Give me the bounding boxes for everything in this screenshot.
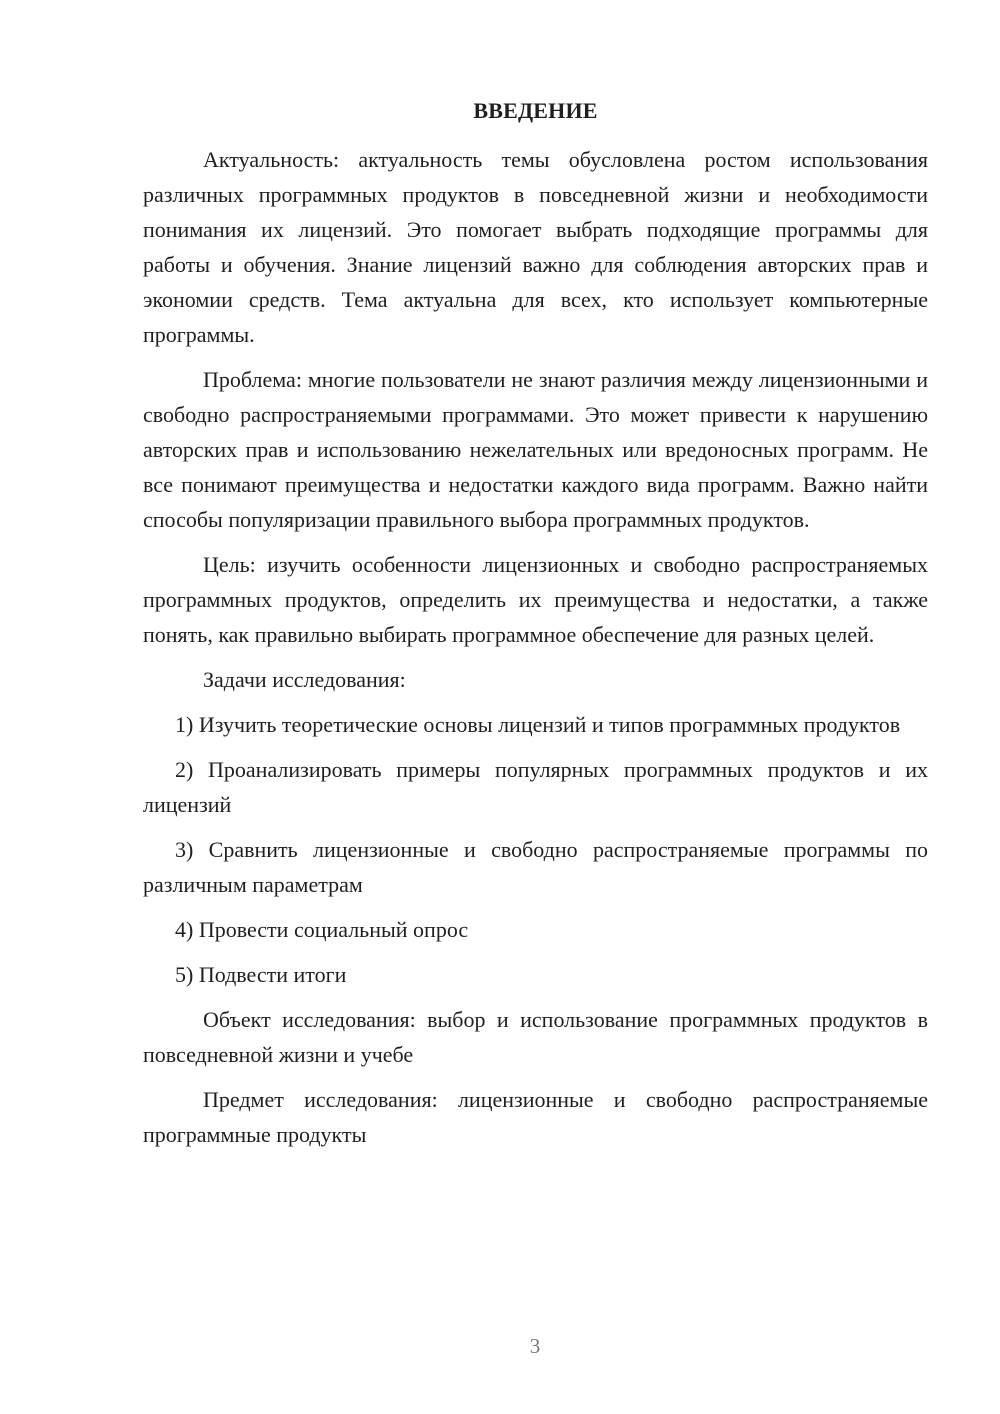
- paragraph-goal: Цель: изучить особенности лицензионных и свободно распространяемых программных продуктов, определить их преимущества и недостатки, а также понять, как правильно выбирать программное обеспечение для разных целей.: [143, 552, 928, 647]
- tasks-heading: Задачи исследования:: [203, 667, 406, 692]
- task-item-4: 4) Провести социальный опрос: [175, 917, 469, 942]
- paragraph-object: Объект исследования: выбор и использование программных продуктов в повседневной жизни и учебе: [143, 1007, 928, 1067]
- paragraph-subject: Предмет исследования: лицензионные и свободно распространяемые программные продукты: [143, 1087, 928, 1147]
- paragraph-problem: Проблема: многие пользователи не знают различия между лицензионными и свободно распространяемыми программами. Это может привести к нарушению авторских прав и использованию нежелательных или вредоносных программ. Не все понимают преимущества и недостатки каждого вида программ. Важно найти способы популяризации правильного выбора программных продуктов.: [143, 367, 928, 532]
- task-item-5: 5) Подвести итоги: [175, 962, 347, 987]
- page-title: ВВЕДЕНИЕ: [473, 98, 598, 123]
- document-body: [143, 142, 928, 1162]
- task-item-2: 2) Проанализировать примеры популярных программных продуктов и их лицензий: [143, 757, 928, 817]
- task-item-3: 3) Сравнить лицензионные и свободно распространяемые программы по различным параметрам: [143, 837, 928, 897]
- paragraph-relevance: Актуальность: актуальность темы обусловлена ростом использования различных программных продуктов в повседневной жизни и необходимости понимания их лицензий. Это помогает выбрать подходящие программы для работы и обучения. Знание лицензий важно для соблюдения авторских прав и экономии средств. Тема актуальна для всех, кто использует компьютерные программы.: [143, 147, 928, 347]
- page-number: 3: [529, 1334, 541, 1358]
- task-item-1: 1) Изучить теоретические основы лицензий и типов программных продуктов: [175, 712, 901, 737]
